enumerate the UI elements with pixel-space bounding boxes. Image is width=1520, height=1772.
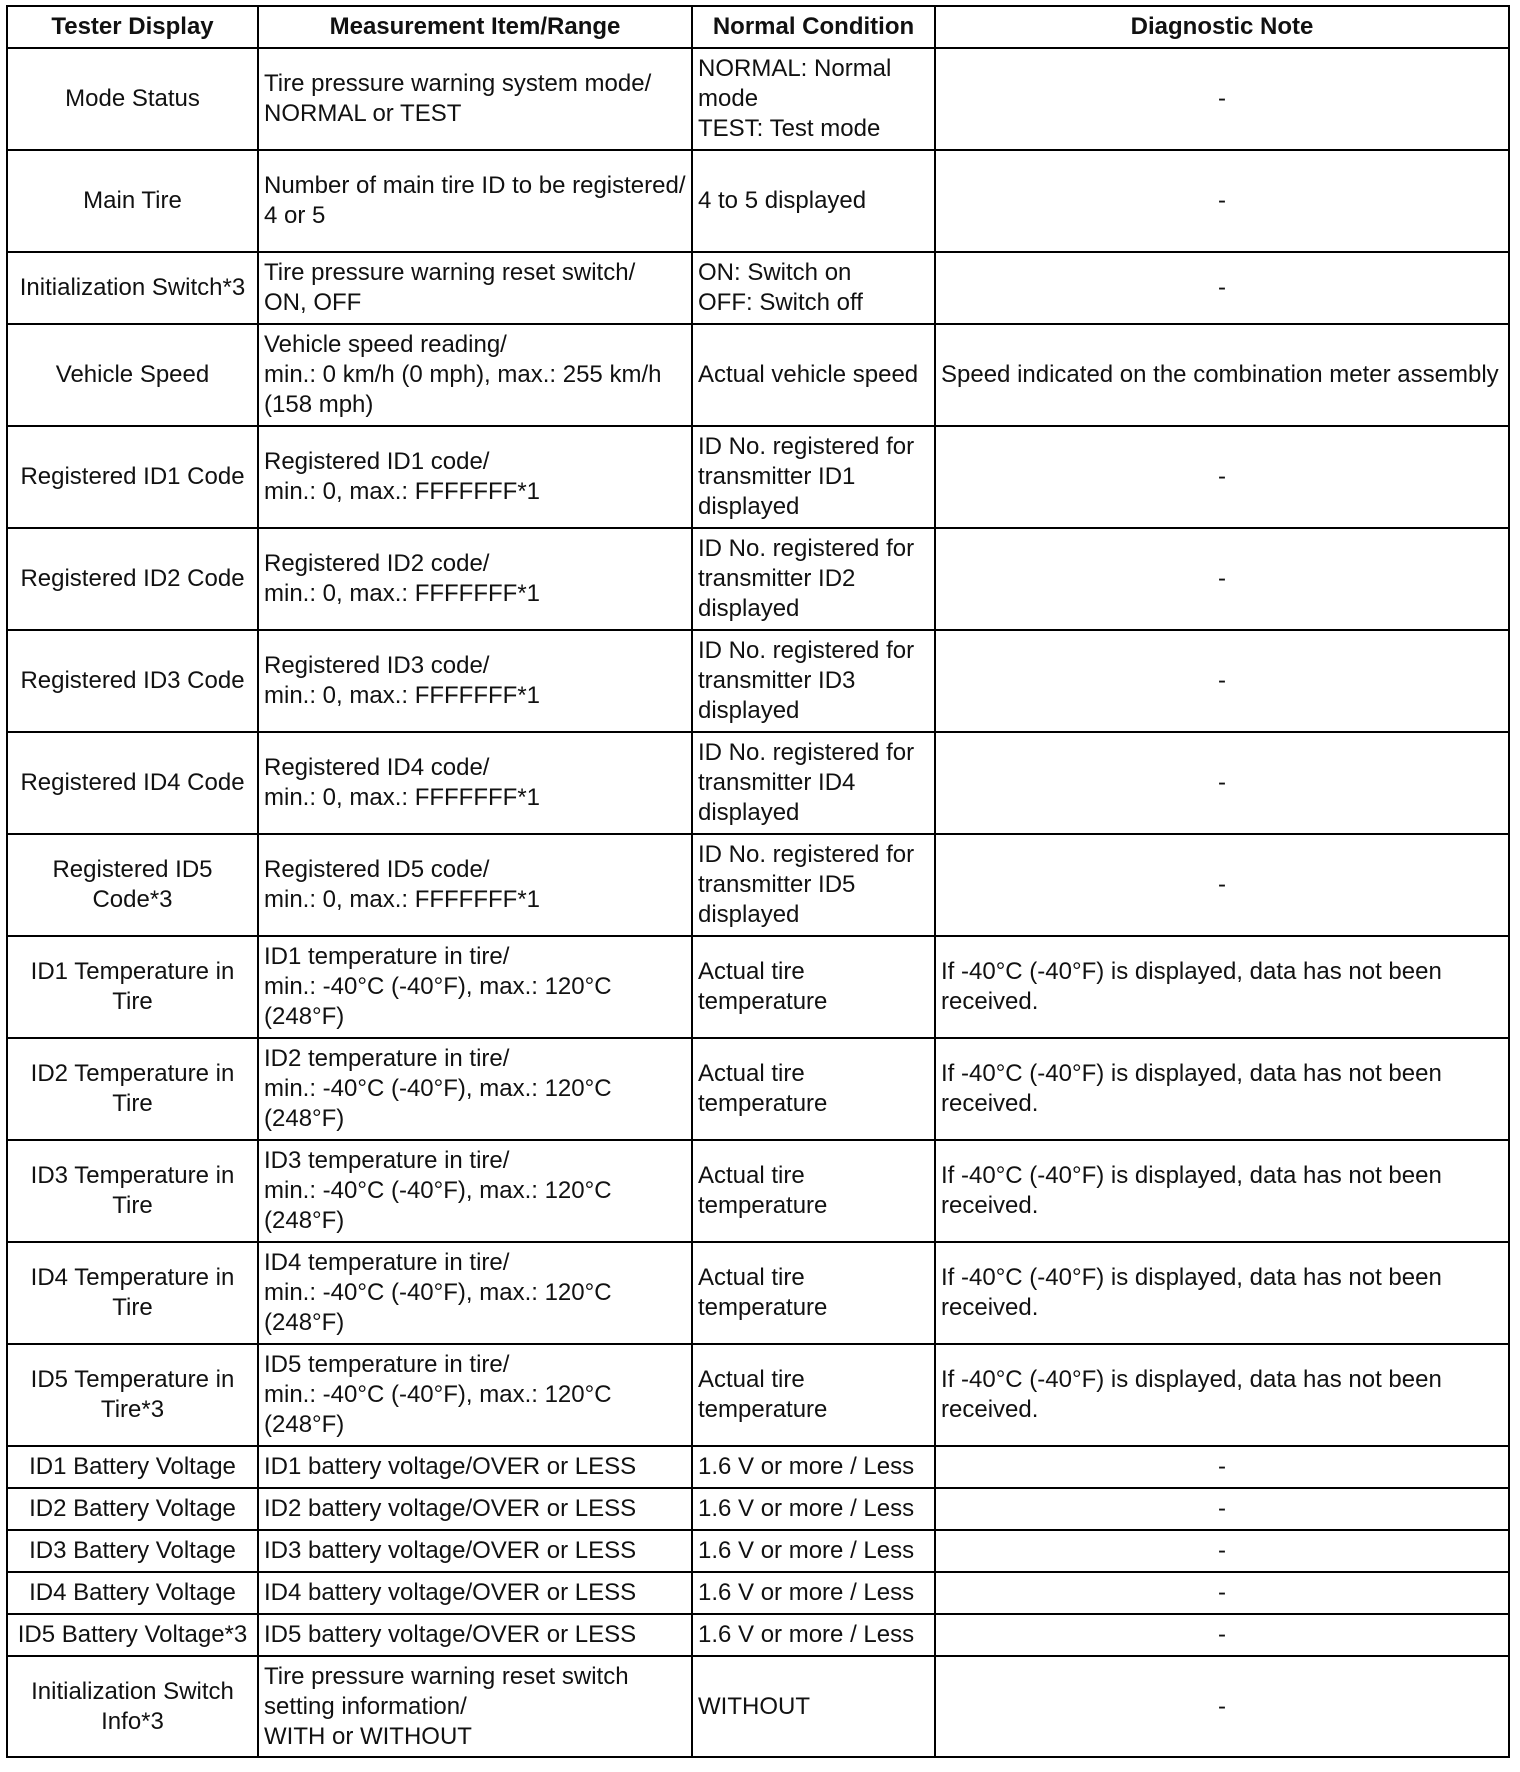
cell-normal-condition: 1.6 V or more / Less <box>692 1572 935 1614</box>
cell-diagnostic-note: - <box>935 150 1509 252</box>
cell-normal-condition: ID No. registered for transmitter ID4 displayed <box>692 732 935 834</box>
cell-tester-display: ID4 Temperature in Tire <box>7 1242 258 1344</box>
cell-diagnostic-note: - <box>935 630 1509 732</box>
table-row <box>7 1530 1509 1572</box>
cell-diagnostic-note: If -40°C (-40°F) is displayed, data has not been received. <box>935 1344 1509 1446</box>
cell-measurement: ID1 temperature in tire/ min.: -40°C (-40°F), max.: 120°C (248°F) <box>258 936 692 1038</box>
table-row <box>7 48 1509 150</box>
cell-normal-condition: 1.6 V or more / Less <box>692 1530 935 1572</box>
table-row <box>7 1140 1509 1242</box>
cell-tester-display: ID3 Battery Voltage <box>7 1530 258 1572</box>
table-row <box>7 1488 1509 1530</box>
cell-normal-condition: ID No. registered for transmitter ID1 displayed <box>692 426 935 528</box>
cell-measurement: Vehicle speed reading/ min.: 0 km/h (0 mph), max.: 255 km/h (158 mph) <box>258 324 692 426</box>
table-row <box>7 150 1509 252</box>
cell-tester-display: Registered ID5 Code*3 <box>7 834 258 936</box>
cell-normal-condition: ID No. registered for transmitter ID3 displayed <box>692 630 935 732</box>
cell-normal-condition: NORMAL: Normal mode TEST: Test mode <box>692 48 935 150</box>
table-row <box>7 324 1509 426</box>
table-row <box>7 630 1509 732</box>
cell-measurement: ID4 temperature in tire/ min.: -40°C (-40°F), max.: 120°C (248°F) <box>258 1242 692 1344</box>
cell-measurement: ID2 temperature in tire/ min.: -40°C (-40°F), max.: 120°C (248°F) <box>258 1038 692 1140</box>
cell-diagnostic-note: If -40°C (-40°F) is displayed, data has not been received. <box>935 1038 1509 1140</box>
header-diagnostic-note: Diagnostic Note <box>935 6 1509 48</box>
cell-diagnostic-note: - <box>935 426 1509 528</box>
cell-measurement: Registered ID3 code/ min.: 0, max.: FFFFFFF*1 <box>258 630 692 732</box>
cell-diagnostic-note: - <box>935 1656 1509 1757</box>
header-measurement: Measurement Item/Range <box>258 6 692 48</box>
cell-tester-display: ID3 Temperature in Tire <box>7 1140 258 1242</box>
cell-normal-condition: Actual tire temperature <box>692 1242 935 1344</box>
table-row <box>7 834 1509 936</box>
cell-normal-condition: Actual tire temperature <box>692 1140 935 1242</box>
cell-normal-condition: 4 to 5 displayed <box>692 150 935 252</box>
cell-diagnostic-note: - <box>935 732 1509 834</box>
cell-normal-condition: Actual tire temperature <box>692 1038 935 1140</box>
cell-tester-display: ID2 Temperature in Tire <box>7 1038 258 1140</box>
cell-measurement: ID2 battery voltage/OVER or LESS <box>258 1488 692 1530</box>
cell-normal-condition: ID No. registered for transmitter ID2 displayed <box>692 528 935 630</box>
cell-tester-display: Registered ID1 Code <box>7 426 258 528</box>
cell-measurement: Registered ID4 code/ min.: 0, max.: FFFFFFF*1 <box>258 732 692 834</box>
cell-measurement: Registered ID2 code/ min.: 0, max.: FFFFFFF*1 <box>258 528 692 630</box>
table-row <box>7 426 1509 528</box>
cell-diagnostic-note: If -40°C (-40°F) is displayed, data has not been received. <box>935 1140 1509 1242</box>
cell-measurement: Tire pressure warning reset switch/ ON, OFF <box>258 252 692 324</box>
cell-measurement: Number of main tire ID to be registered/ 4 or 5 <box>258 150 692 252</box>
table-row <box>7 1344 1509 1446</box>
cell-normal-condition: Actual tire temperature <box>692 1344 935 1446</box>
cell-diagnostic-note: - <box>935 1572 1509 1614</box>
cell-diagnostic-note: If -40°C (-40°F) is displayed, data has not been received. <box>935 936 1509 1038</box>
cell-tester-display: ID5 Temperature in Tire*3 <box>7 1344 258 1446</box>
cell-tester-display: ID5 Battery Voltage*3 <box>7 1614 258 1656</box>
table-row <box>7 252 1509 324</box>
cell-measurement: Tire pressure warning system mode/ NORMAL or TEST <box>258 48 692 150</box>
cell-normal-condition: ON: Switch on OFF: Switch off <box>692 252 935 324</box>
cell-tester-display: Main Tire <box>7 150 258 252</box>
cell-tester-display: Vehicle Speed <box>7 324 258 426</box>
table-row <box>7 1572 1509 1614</box>
cell-measurement: ID5 temperature in tire/ min.: -40°C (-40°F), max.: 120°C (248°F) <box>258 1344 692 1446</box>
table-row <box>7 936 1509 1038</box>
cell-normal-condition: Actual vehicle speed <box>692 324 935 426</box>
cell-diagnostic-note: - <box>935 528 1509 630</box>
cell-diagnostic-note: - <box>935 1614 1509 1656</box>
data-list-table <box>6 5 1510 1758</box>
cell-diagnostic-note: - <box>935 252 1509 324</box>
cell-measurement: Registered ID1 code/ min.: 0, max.: FFFFFFF*1 <box>258 426 692 528</box>
cell-diagnostic-note: If -40°C (-40°F) is displayed, data has not been received. <box>935 1242 1509 1344</box>
table-row <box>7 528 1509 630</box>
table-row <box>7 1038 1509 1140</box>
cell-measurement: ID3 battery voltage/OVER or LESS <box>258 1530 692 1572</box>
cell-tester-display: ID1 Temperature in Tire <box>7 936 258 1038</box>
cell-measurement: Registered ID5 code/ min.: 0, max.: FFFFFFF*1 <box>258 834 692 936</box>
header-normal-condition: Normal Condition <box>692 6 935 48</box>
table-row <box>7 1446 1509 1488</box>
table-row <box>7 1614 1509 1656</box>
cell-tester-display: ID2 Battery Voltage <box>7 1488 258 1530</box>
cell-diagnostic-note: Speed indicated on the combination meter assembly <box>935 324 1509 426</box>
cell-measurement: ID4 battery voltage/OVER or LESS <box>258 1572 692 1614</box>
header-tester-display: Tester Display <box>7 6 258 48</box>
cell-tester-display: ID4 Battery Voltage <box>7 1572 258 1614</box>
table-row <box>7 1242 1509 1344</box>
cell-measurement: ID5 battery voltage/OVER or LESS <box>258 1614 692 1656</box>
cell-normal-condition: 1.6 V or more / Less <box>692 1488 935 1530</box>
cell-normal-condition: 1.6 V or more / Less <box>692 1614 935 1656</box>
cell-measurement: Tire pressure warning reset switch setting information/ WITH or WITHOUT <box>258 1656 692 1757</box>
cell-tester-display: Registered ID3 Code <box>7 630 258 732</box>
cell-tester-display: Initialization Switch*3 <box>7 252 258 324</box>
cell-normal-condition: 1.6 V or more / Less <box>692 1446 935 1488</box>
cell-tester-display: Registered ID2 Code <box>7 528 258 630</box>
cell-normal-condition: Actual tire temperature <box>692 936 935 1038</box>
cell-diagnostic-note: - <box>935 1530 1509 1572</box>
cell-tester-display: Initialization Switch Info*3 <box>7 1656 258 1757</box>
cell-diagnostic-note: - <box>935 48 1509 150</box>
cell-measurement: ID3 temperature in tire/ min.: -40°C (-40°F), max.: 120°C (248°F) <box>258 1140 692 1242</box>
table-row <box>7 732 1509 834</box>
cell-tester-display: Registered ID4 Code <box>7 732 258 834</box>
cell-tester-display: Mode Status <box>7 48 258 150</box>
table-row <box>7 1656 1509 1757</box>
cell-normal-condition: WITHOUT <box>692 1656 935 1757</box>
cell-diagnostic-note: - <box>935 1446 1509 1488</box>
cell-measurement: ID1 battery voltage/OVER or LESS <box>258 1446 692 1488</box>
header-row <box>7 6 1509 48</box>
cell-diagnostic-note: - <box>935 834 1509 936</box>
cell-tester-display: ID1 Battery Voltage <box>7 1446 258 1488</box>
cell-diagnostic-note: - <box>935 1488 1509 1530</box>
cell-normal-condition: ID No. registered for transmitter ID5 displayed <box>692 834 935 936</box>
